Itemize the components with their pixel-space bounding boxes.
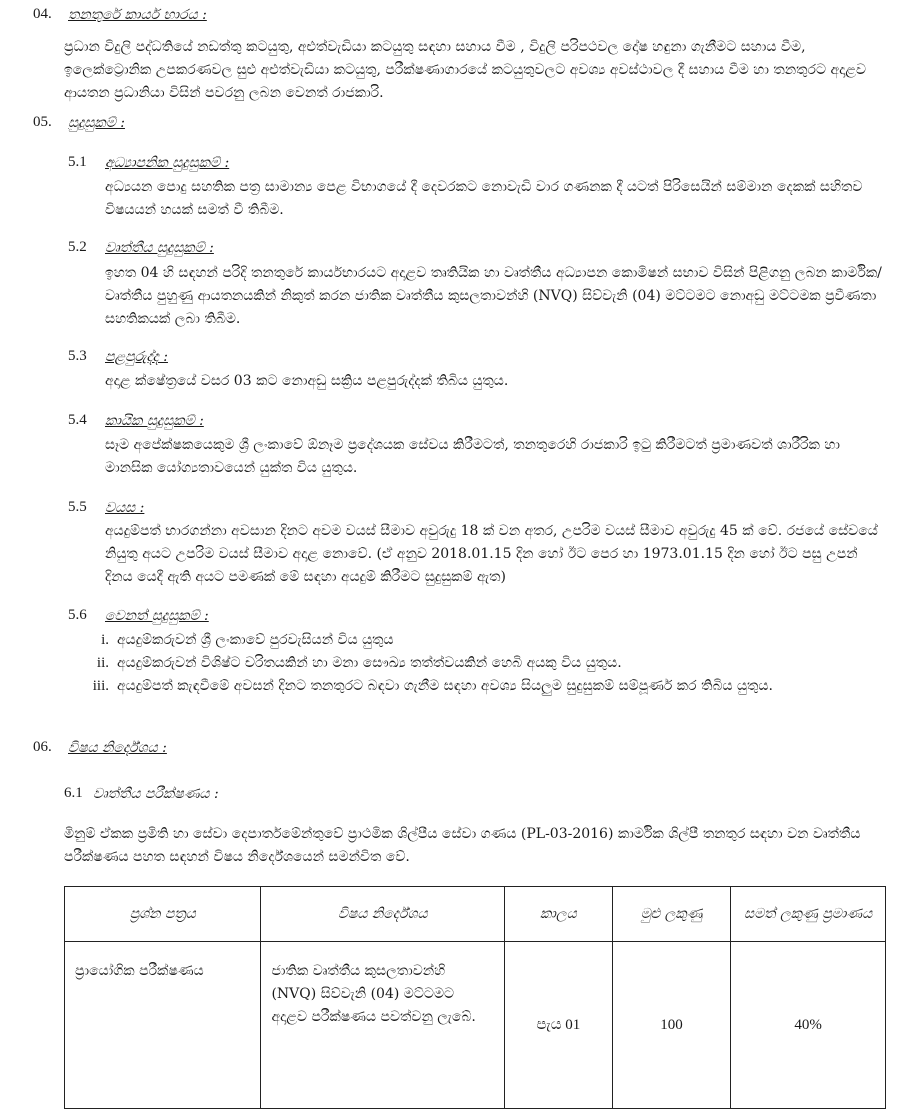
col-header-syllabus: විෂය නිර්දේශය	[261, 887, 504, 942]
exam-table	[64, 886, 886, 1109]
cell-time: පැය 01	[504, 942, 612, 1109]
list-item-marker: iii.	[92, 678, 109, 694]
sub-5-2-text: ඉහත 04 හි සඳහන් පරිදි තනතුරේ කාර්යභාරයට අදාළව තෘතියික හා වෘත්තීය අධ්‍යාපන කොමිෂන් සභාව විසින් පිළිගනු ලබන කාර්මික/ වෘත්තීය පුහුණු ආයතනයකින් නිකුත් කරන ජාතික වෘත්තීය කුසලතාවන්හි (NVQ) සිව්වැනි (04) මට්ටමට නොඅඩු මට්ටමක ප්‍රවීණතා සහතිකයක් ලබා තිබීම.	[105, 265, 882, 327]
sub-5-1-text: අධ්‍යයන පොදු සහතික පත්‍ර සාමාන්‍ය පෙළ විභාගයේ දී දෙවරකට නොවැඩි වාර ගණනක දී යටත් පිරිසෙයින් සම්මාන දෙකක් සහිතව විෂයයන් හයක් සමත් වී තිබීම.	[105, 179, 863, 218]
section-05-number: 05.	[33, 114, 52, 130]
col-header-pass-marks: සමත් ලකුණු ප්‍රමාණය	[731, 887, 886, 942]
sub-6-1-heading: වෘත්තීය පරීක්ෂණය :	[93, 786, 219, 802]
col-header-time: කාලය	[504, 887, 612, 942]
sub-5-4-text: සෑම අපේක්ෂකයෙකුම ශ්‍රී ලංකාවේ ඕනෑම ප්‍රදේශයක සේවය කිරීමටත්, තනතුරෙහි රාජකාරි ඉටු කිරීමටත් ප්‍රමාණවත් ශාරීරික හා මානසික යෝග්‍යතාවයෙන් යුක්ත විය යුතුය.	[105, 437, 840, 476]
table-row	[65, 942, 886, 1109]
cell-pass-marks: 40%	[731, 942, 886, 1109]
sub-5-4-number: 5.4	[68, 412, 87, 428]
sub-5-2-number: 5.2	[68, 239, 87, 255]
sub-5-3-text: අදාළ ක්ෂේත්‍රයේ වසර 03 කට නොඅඩු සක්‍රිය පළපුරුද්දක් තිබිය යුතුය.	[105, 373, 509, 389]
sub-5-5-heading: වයස :	[105, 500, 145, 516]
cell-total-marks: 100	[612, 942, 731, 1109]
cell-paper: ප්‍රායෝගික පරීක්ෂණය	[65, 942, 261, 1109]
cell-syllabus: ජාතික වෘත්තීය කුසලතාවන්හි (NVQ) සිව්වැනි (04) මට්ටමට අදාළව පරීක්ෂණය පවත්වනු ලැබේ.	[261, 942, 504, 1109]
section-04-text: ප්‍රධාන විදුලි පද්ධතියේ නඩත්තු කටයුතු, අළුත්වැඩියා කටයුතු සඳහා සහාය වීම , විදුලි පරිපථවල දෝෂ හඳුනා ගැනීමට සහාය වීම, ඉලෙක්ට්‍රොනික උපකරණවල සුළු අළුත්වැඩියා කටයුතු, පරීක්ෂණාගාරයේ කටයුතුවලට අවශ්‍ය අවස්ථාවල දී සහාය වීම හා තනතුරට අදාළව ආයතන ප්‍රධානියා විසින් පවරනු ලබන වෙනත් රාජකාරි.	[64, 39, 867, 101]
list-item	[85, 675, 885, 698]
sub-5-3-heading: පළපුරුද්ද :	[105, 349, 168, 365]
col-header-total-marks: මුළු ලකුණු	[612, 887, 731, 942]
table-header-row	[65, 887, 886, 942]
sub-5-2-heading: වෘත්තීය සුදුසුකම් :	[105, 240, 214, 256]
list-item-marker: ii.	[96, 655, 109, 671]
col-header-paper: ප්‍රශ්න පත්‍රය	[65, 887, 261, 942]
list-item	[85, 629, 885, 652]
sub-6-1-number: 6.1	[64, 785, 83, 801]
list-item-text: අයදුම්කරුවන් ශ්‍රී ලංකාවේ පුරවැසියන් විය යුතුය	[117, 632, 394, 648]
section-06-intro: මිනුම් ඒකක ප්‍රමිති හා සේවා දෙපාර්තමේන්තුවේ ප්‍රාථමික ශිල්පීය සේවා ගණය (PL-03-2016) කාර්මික ශිල්පී තනතුර සඳහා වන වෘත්තීය පරීක්ෂණය පහත සඳහන් විෂය නිර්දේශයෙන් සමන්විත වේ.	[64, 826, 861, 865]
section-06-number: 06.	[33, 739, 52, 755]
sub-5-3-number: 5.3	[68, 348, 87, 364]
sub-5-5-number: 5.5	[68, 499, 87, 515]
sub-5-6-heading: වෙනත් සුදුසුකම් :	[105, 608, 209, 624]
sub-5-1-number: 5.1	[68, 154, 87, 170]
list-item-marker: i.	[101, 632, 109, 648]
section-06-heading: විෂය නිර්දේශය :	[68, 740, 167, 756]
list-item	[85, 652, 885, 675]
sub-5-6-number: 5.6	[68, 607, 87, 623]
sub-5-5-text: අයදුම්පත් භාරගන්නා අවසාන දිනට අවම වයස් සීමාව අවුරුදු 18 ක් වන අතර, උපරිම වයස් සීමාව අවුරුදු 45 ක් වේ. රජයේ සේවයේ නියුතු අයට උපරිම වයස් සීමාව අදාළ නොවේ. (ඒ අනුව 2018.01.15 දින හෝ ඊට පෙර හා 1973.01.15 දින හෝ ඊට පසු උපන් දිනය යෙදී ඇති අයට පමණක් මේ සඳහා අයදුම් කිරීමට සුදුසුකම් ඇත)	[105, 523, 878, 585]
list-item-text: අයදුම්පත් කැඳවීමේ අවසන් දිනට තනතුරට බඳවා ගැනීම සඳහා අවශ්‍ය සියලුම සුදුසුකම් සම්පූර්ණ කර තිබිය යුතුය.	[117, 678, 773, 694]
other-qualifications-list	[85, 629, 885, 698]
list-item-text: අයදුම්කරුවන් විශිෂ්ට චරිතයකින් හා මනා සෞඛ්‍ය තත්ත්වයකින් හෙබි අයකු විය යුතුය.	[117, 655, 622, 671]
sub-5-1-heading: අධ්‍යාපනික සුදුසුකම් :	[105, 155, 230, 171]
section-04-heading: තනතුරේ කාර්ය භාරය :	[68, 7, 207, 23]
section-05-heading: සුදුසුකම් :	[68, 115, 125, 131]
section-04-number: 04.	[33, 6, 52, 22]
sub-5-4-heading: කායික සුදුසුකම් :	[105, 413, 204, 429]
